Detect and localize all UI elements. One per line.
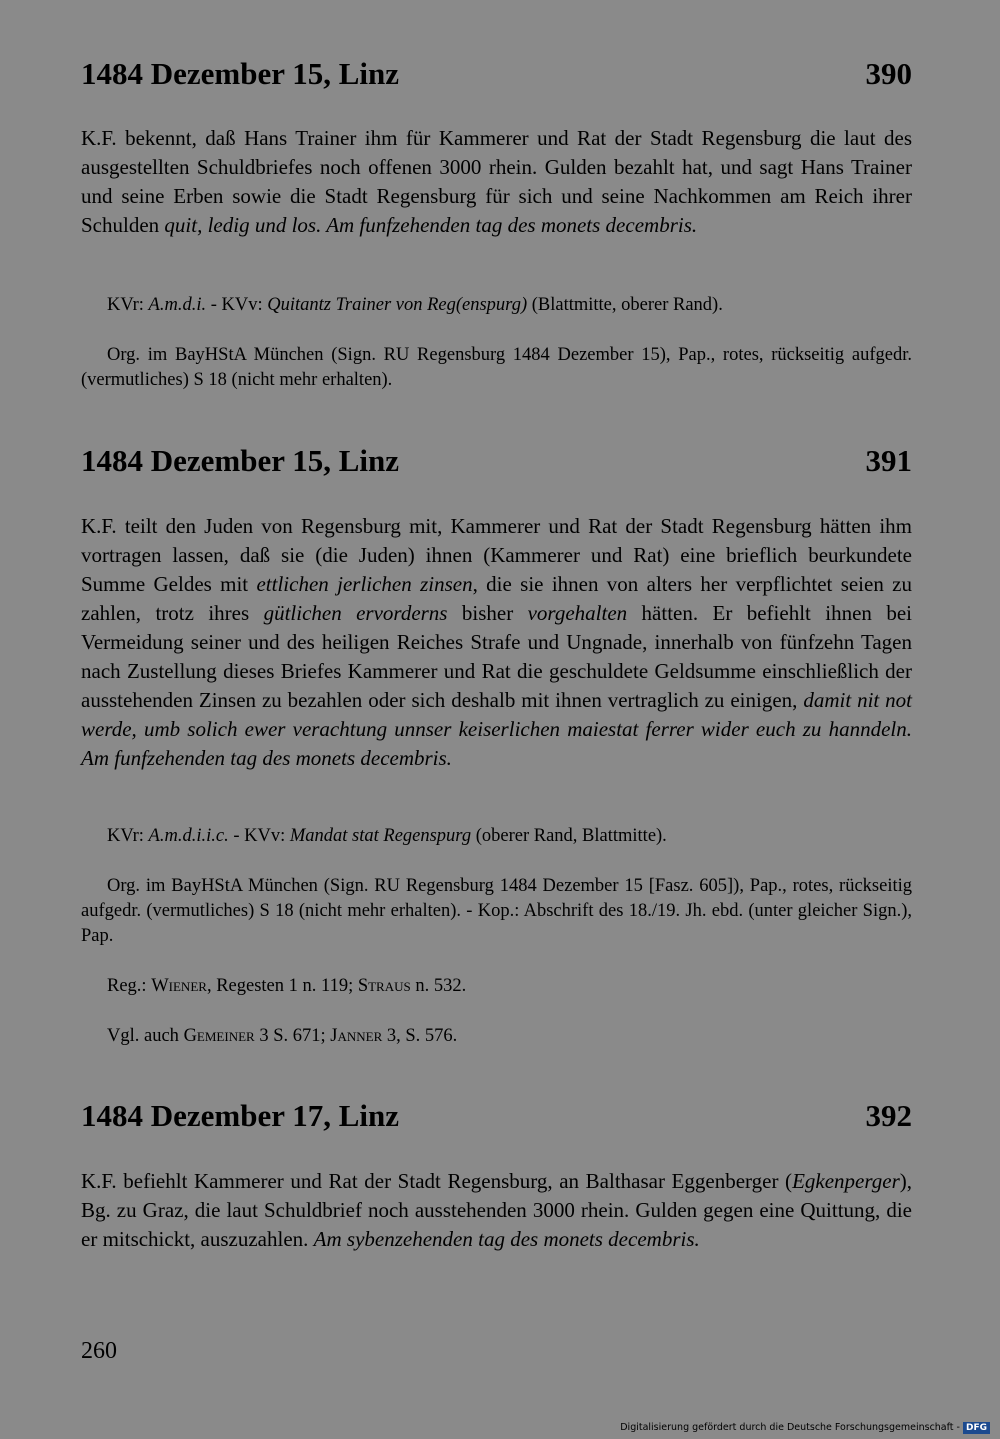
entry-heading — [81, 441, 912, 481]
entry-heading — [81, 54, 912, 94]
entry-summary: K.F. bekennt, daß Hans Trainer ihm für Kammerer und Rat der Stadt Regensburg die laut des ausgestellten Schuldbriefes noch offenen 3000 rhein. Gulden bezahlt hat, und sagt Hans Trainer und seine Erben sowie die Stadt Regensburg für sich und seine Nachkommen am Reich ihrer Schulden quit, ledig und los. Am funfzehenden tag des monets decembris. — [81, 126, 912, 237]
entry-number: 392 — [865, 1098, 912, 1133]
regest-note: Reg.: Wiener, Regesten 1 n. 119; Straus n. 532. — [107, 976, 467, 996]
kv-note: KVr: A.m.d.i. - KVv: Quitantz Trainer von Reg(enspurg) (Blattmitte, oberer Rand). — [107, 295, 723, 315]
entry-date: 1484 Dezember 17, Linz — [81, 1098, 399, 1133]
entry-summary: K.F. befiehlt Kammerer und Rat der Stadt Regensburg, an Balthasar Eggenberger (Egkenperger), Bg. zu Graz, die laut Schuldbrief noch ausstehenden 3000 rhein. Gulden gegen eine Quittung, die er mitschickt, auszuzahlen. Am sybenzehenden tag des monets decembris. — [81, 1169, 912, 1251]
kv-note: KVr: A.m.d.i.i.c. - KVv: Mandat stat Regenspurg (oberer Rand, Blattmitte). — [107, 826, 667, 846]
dfg-logo-icon: DFG — [963, 1422, 990, 1434]
page-number: 260 — [81, 1338, 117, 1364]
entry-date: 1484 Dezember 15, Linz — [81, 56, 399, 91]
entry-date: 1484 Dezember 15, Linz — [81, 443, 399, 478]
origin-note: Org. im BayHStA München (Sign. RU Regensburg 1484 Dezember 15 [Fasz. 605]), Pap., rotes, rückseitig aufgedr. (vermutliches) S 18 (nicht mehr erhalten). - Kop.: Abschrift des 18./19. Jh. ebd. (unter gleicher Sign.), Pap. — [81, 876, 912, 946]
entry-heading — [81, 1096, 912, 1136]
footer-text: Digitalisierung gefördert durch die Deutsche Forschungsgemeinschaft - — [620, 1422, 960, 1433]
origin-note: Org. im BayHStA München (Sign. RU Regensburg 1484 Dezember 15), Pap., rotes, rückseitig aufgedr. (vermutliches) S 18 (nicht mehr erhalten). — [81, 345, 912, 390]
funding-footer — [620, 1422, 990, 1434]
entry-number: 390 — [865, 56, 912, 91]
literature-note: Vgl. auch Gemeiner 3 S. 671; Janner 3, S. 576. — [107, 1026, 458, 1046]
entry-summary: K.F. teilt den Juden von Regensburg mit, Kammerer und Rat der Stadt Regensburg hätten ihm vortragen lassen, daß sie (die Juden) ihnen (Kammerer und Rat) eine brieflich beurkundete Summe Geldes mit ettlichen jerlichen zinsen, die sie ihnen von alters her verpflichtet seien zu zahlen, trotz ihres gütlichen ervorderns bisher vorgehalten hätten. Er befiehlt ihnen bei Vermeidung seiner und des heiligen Reiches Strafe und Ungnade, innerhalb von fünfzehn Tagen nach Zustellung dieses Briefes Kammerer und Rat die geschuldete Geldsumme einschließlich der ausstehenden Zinsen zu bezahlen oder sich deshalb mit ihnen vertraglich zu einigen, damit nit not werde, umb solich ewer verachtung unnser keiserlichen maiestat ferrer wider euch zu hanndeln. Am funfzehenden tag des monets decembris. — [81, 514, 912, 770]
entry-number: 391 — [865, 443, 912, 478]
